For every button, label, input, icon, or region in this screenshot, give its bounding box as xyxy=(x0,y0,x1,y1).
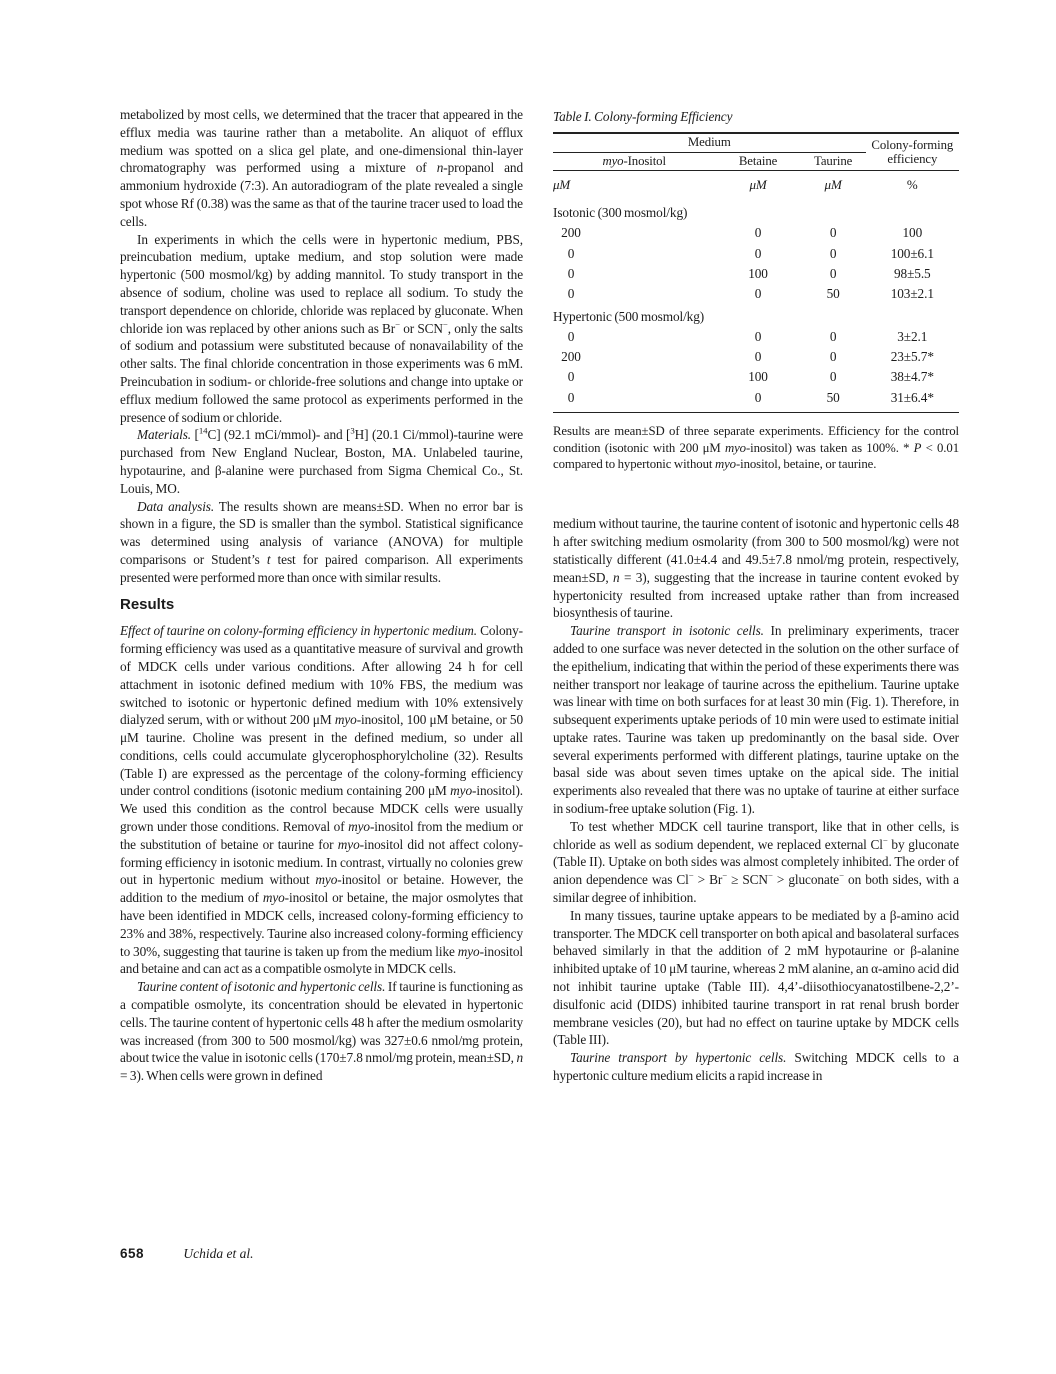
cell-efficiency: 103±2.1 xyxy=(890,286,934,302)
table-col-header-myo-inositol: myo-Inositol xyxy=(602,153,666,168)
results-paragraph-chloride-dependence: To test whether MDCK cell taurine transport, like that in other cells, is chloride as well as sodium dependent, we replaced external Cl− by gluconate (Table II). Uptake on both sides was almost completely inhibited. The order of anion dependence was Cl− > Br− ≥ SCN− > gluconate− on both sides, with a similar degree of inhibition. xyxy=(553,818,959,906)
table-unit-betaine: μM xyxy=(715,171,800,201)
cell-inositol: 0 xyxy=(567,286,575,302)
cell-inositol: 200 xyxy=(561,349,581,365)
cell-taurine: 0 xyxy=(829,369,837,385)
table-unit-taurine: μM xyxy=(801,171,866,201)
cell-taurine: 0 xyxy=(829,266,837,282)
cell-taurine: 0 xyxy=(829,328,837,344)
left-column xyxy=(120,106,523,1085)
materials-paragraph: Materials. [$^{14}$C] (92.1 mCi/mmol)- and [$^3$H] (20.1 Ci/mmol)-taurine were purchased from New England Nuclear, Boston, MA. Unlabeled taurine, hypotaurine, and β-alanine were purchased from Sigma Chemical Co., St. Louis, MO. xyxy=(120,425,524,496)
cell-betaine: 0 xyxy=(754,245,762,261)
table-section-hypertonic: Hypertonic (500 mosmol/kg) xyxy=(553,308,705,324)
cell-betaine: 0 xyxy=(754,389,762,405)
table-row xyxy=(553,367,959,387)
table-col-header-betaine: Betaine xyxy=(738,153,778,168)
cell-betaine: 0 xyxy=(754,328,762,344)
cell-efficiency: 23±5.7* xyxy=(890,349,934,365)
cell-inositol: 0 xyxy=(567,389,575,405)
table-row xyxy=(553,388,959,413)
cell-inositol: 0 xyxy=(567,266,575,282)
table-1-block xyxy=(553,108,959,473)
table-col-header-efficiency: Colony-forming efficiency xyxy=(871,137,954,167)
table-row xyxy=(553,284,959,304)
cell-inositol: 0 xyxy=(567,328,575,344)
methods-paragraph-tracer: metabolized by most cells, we determined that the tracer that appeared in the efflux media was taurine rather than a metabolite. An aliquot of efflux medium was spotted on a slica gel plate, and one-dimensional thin-layer chromatography was performed using a mixture of n-propanol and ammonium hydroxide (7:3). An autoradiogram of the plate revealed a single spot whose Rf (0.38) was the same as that of the taurine tracer used to load the cells. xyxy=(120,107,524,229)
cell-betaine: 100 xyxy=(748,369,768,385)
colony-forming-efficiency-table xyxy=(553,132,959,413)
results-paragraph-taurine-content-continued: medium without taurine, the taurine content of isotonic and hypertonic cells 48 h after switching medium osmolarity (from 300 to 500 mosmol/kg) were not statistically different (41.0±4.4 and 49.5±7.8 nmol/mg protein, respectively, mean±SD, n = 3), suggesting that the increase in taurine content evoked by hypertonicity resulted from increased uptake rather than from increased biosynthesis of taurine. xyxy=(553,516,960,621)
cell-taurine: 50 xyxy=(826,389,840,405)
running-authors: Uchida et al. xyxy=(183,1246,254,1261)
cell-inositol: 200 xyxy=(561,225,581,241)
results-paragraph-colony-forming: Effect of taurine on colony-forming efficiency in hypertonic medium. Colony-forming efficiency was used as a quantitative measure of survival and growth of MDCK cells under various conditions. After allowing 24 h for cell attachment in isotonic defined medium with 10% FBS, the medium was switched to isotonic or hypertonic defined medium with 10% extensively dialyzed serum, with or without 200 μM myo-inositol, 100 μM betaine, or 50 μM taurine. Choline was present in the defined medium, so under all conditions, cells could accumulate glycerophosphorylcholine (32). Results (Table I) are expressed as the percentage of the colony-forming efficiency under control conditions (isotonic medium containing 200 μM myo-inositol). We used this condition as the control because MDCK cells were usually grown under those conditions. Removal of myo-inositol from the medium or the substitution of betaine or taurine for myo-inositol did not affect colony-forming efficiency in isotonic medium. In contrast, virtually no colonies grew out in hypertonic medium without myo-inositol or betaine. However, the addition to the medium of myo-inositol or betaine, the major osmolytes that have been identified in MDCK cells, increased colony-forming efficiency to 23% and 38%, respectively. Taurine also increased colony-forming efficiency to 30%, suggesting that taurine is taken up from the medium like myo-inositol and betaine and can act as a compatible osmolyte in MDCK cells. xyxy=(120,623,524,977)
data-analysis-paragraph: Data analysis. The results shown are means±SD. When no error bar is shown in a figure, the SD is smaller than the symbol. Statistical significance was determined using analysis of variance (ANOVA) for multiple comparisons or Student’s t test for paired comparison. All experiments presented were performed more than once with similar results. xyxy=(120,498,523,585)
results-paragraph-transport-hypertonic: Taurine transport by hypertonic cells. Switching MDCK cells to a hypertonic culture medium elicits a rapid increase in xyxy=(553,1050,959,1084)
cell-efficiency: 98±5.5 xyxy=(893,266,931,282)
methods-paragraph-hypertonic-medium: In experiments in which the cells were in hypertonic medium, PBS, preincubation medium, uptake medium, and stop solution were made hypertonic (500 mosmol/kg) by adding mannitol. To study transport in the absence of sodium, choline was used to replace all sodium. To study the transport dependence on chloride, chloride was replaced by gluconate. When chloride ion was replaced by other anions such as Br− or SCN−, only the salts of sodium and potassium were substituted because of nonavailability of the other salts. The final chloride concentration in those experiments was 6 mM. Preincubation in sodium- or chloride-free solutions and change into uptake or efflux medium followed the same protocol as experiments performed in the presence of sodium or chloride. xyxy=(120,231,523,425)
cell-efficiency: 31±6.4* xyxy=(890,389,934,405)
cell-efficiency: 3±2.1 xyxy=(897,328,928,344)
cell-efficiency: 38±4.7* xyxy=(890,369,934,385)
table-row xyxy=(553,223,959,243)
cell-taurine: 0 xyxy=(829,245,837,261)
cell-betaine: 0 xyxy=(754,286,762,302)
table-col-header-taurine: Taurine xyxy=(814,153,853,168)
cell-taurine: 0 xyxy=(829,225,837,241)
table-1-footnote: Results are mean±SD of three separate experiments. Efficiency for the control condition (isotonic with 200 μM myo-inositol) was taken as 100%. * P < 0.01 compared to hypertonic without myo-inositol, betaine, or taurine. xyxy=(553,423,960,472)
page-footer xyxy=(120,1246,254,1262)
cell-betaine: 100 xyxy=(748,266,768,282)
table-row xyxy=(553,243,959,263)
table-unit-efficiency: % xyxy=(866,171,959,201)
cell-inositol: 0 xyxy=(567,369,575,385)
cell-efficiency: 100 xyxy=(902,225,923,241)
cell-betaine: 0 xyxy=(754,349,762,365)
table-section-isotonic: Isotonic (300 mosmol/kg) xyxy=(553,205,688,221)
cell-efficiency: 100±6.1 xyxy=(890,245,934,261)
table-group-header-medium: Medium xyxy=(553,133,866,152)
cell-taurine: 0 xyxy=(829,349,837,365)
results-paragraph-transport-isotonic: Taurine transport in isotonic cells. In preliminary experiments, tracer added to one surface was never detected in the solution on the other surface of the epithelium, indicating that within the period of these experiments there was neither transport nor leakage of taurine across the epithelium. Taurine uptake was linear with time on both surfaces for at least 30 min (Fig. 1). Therefore, in subsequent experiments uptake periods of 10 min were used to estimate initial uptake rates. Taurine was taken up predominantly on the basal side. Over several experiments performed with different platings, taurine uptake on the basal side was about seven times uptake on the apical side. The initial experiments also revealed that there was no uptake of taurine at either surface in sodium-free uptake solution (Fig. 1). xyxy=(553,623,960,817)
results-paragraph-taurine-content: Taurine content of isotonic and hypertonic cells. If taurine is functioning as a compatible osmolyte, its concentration should be elevated in hypertonic cells. The taurine content of hypertonic cells 48 h after the medium osmolarity was increased (from 300 to 500 mosmol/kg) was 327±0.6 nmol/mg protein, about twice the value in isotonic cells (170±7.8 nmol/mg protein, mean±SD, n = 3). When cells were grown in defined xyxy=(120,979,523,1084)
table-unit-myo-inositol: μM xyxy=(553,171,715,201)
cell-betaine: 0 xyxy=(754,225,762,241)
table-1-caption: Table I. Colony-forming Efficiency xyxy=(553,109,733,124)
cell-taurine: 50 xyxy=(826,286,840,302)
results-section-heading: Results xyxy=(120,595,175,613)
cell-inositol: 0 xyxy=(567,245,575,261)
table-row xyxy=(553,347,959,367)
results-paragraph-beta-amino-transporter: In many tissues, taurine uptake appears to be mediated by a β-amino acid transporter. The MDCK cell transporter on both apical and basolateral surfaces behaved similarly in that the addition of 2 mM hypotaurine or β-alanine inhibited uptake of 10 μM taurine, whereas 2 mM alanine, an α-amino acid did not inhibit taurine uptake (Table III). 4,4’-diisothiocyanatostilbene-2,2’-disulfonic acid (DIDS) inhibited taurine transport in rat renal brush border membrane vesicles (20), but had no effect on taurine uptake by MDCK cells (Table III). xyxy=(553,907,959,1048)
page-number: 658 xyxy=(120,1246,145,1261)
right-column xyxy=(553,108,959,1085)
table-row xyxy=(553,264,959,284)
table-row xyxy=(553,326,959,346)
